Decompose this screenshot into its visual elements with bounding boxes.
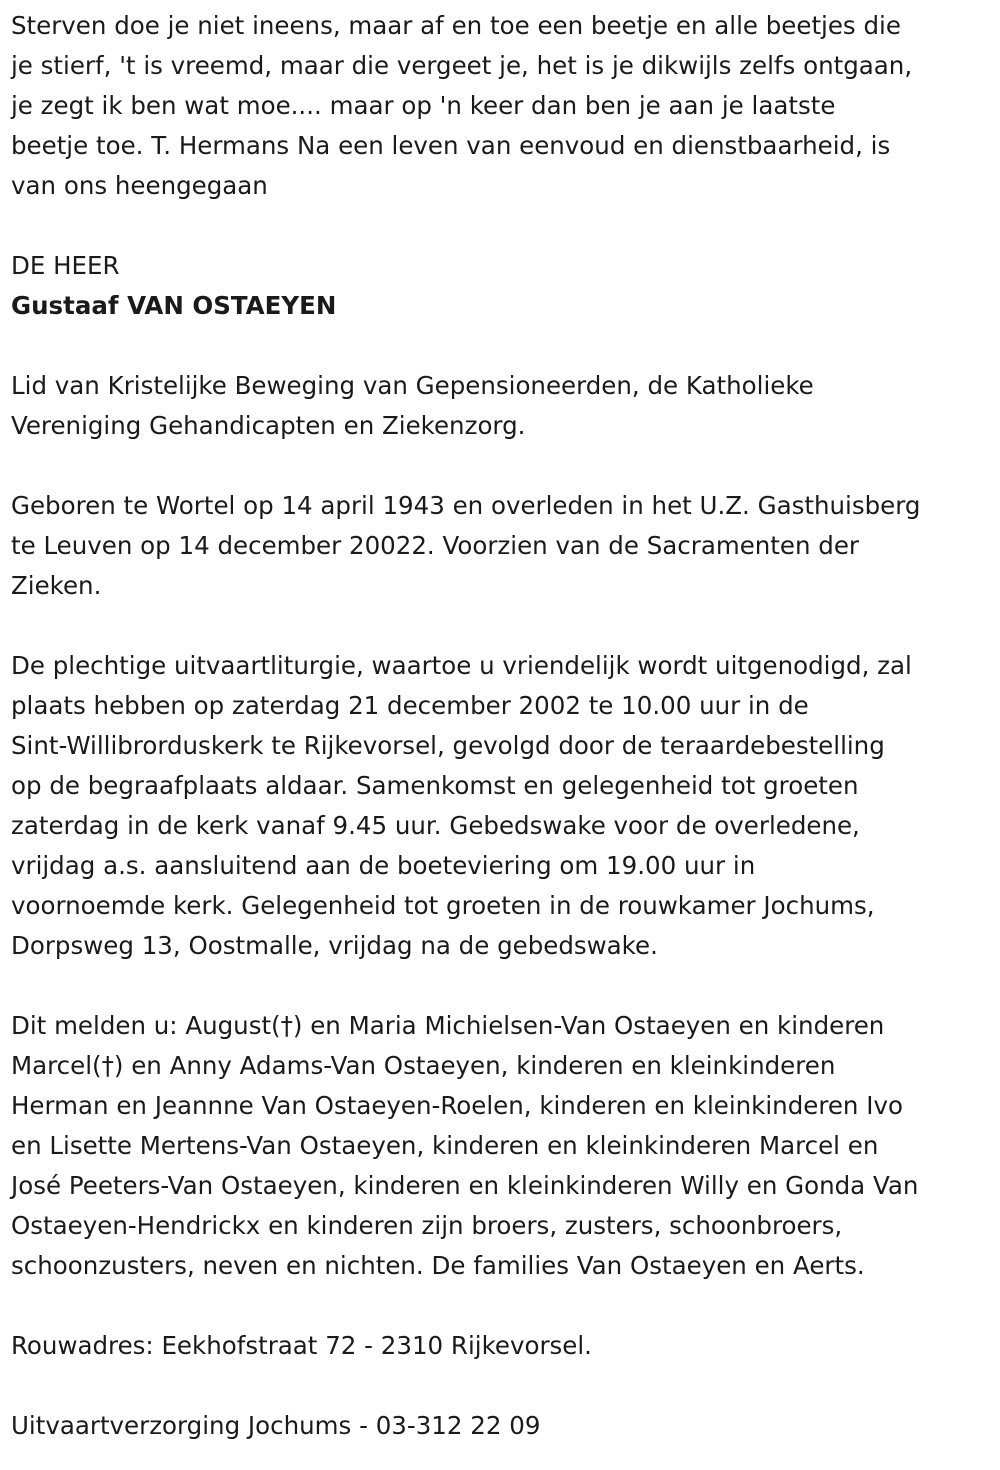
- intro-line: van ons heengegaan: [11, 171, 268, 200]
- birth-death-paragraph: [11, 486, 993, 606]
- family-line: Ostaeyen-Hendrickx en kinderen zijn broers, zusters, schoonbroers,: [11, 1211, 843, 1240]
- spacer: [11, 606, 993, 646]
- family-line: Marcel(†) en Anny Adams-Van Ostaeyen, kinderen en kleinkinderen: [11, 1051, 836, 1080]
- funeral-line: De plechtige uitvaartliturgie, waartoe u vriendelijk wordt uitgenodigd, zal: [11, 651, 912, 680]
- intro-line: Sterven doe je niet ineens, maar af en toe een beetje en alle beetjes die: [11, 11, 901, 40]
- mourning-address: Rouwadres: Eekhofstraat 72 - 2310 Rijkevorsel.: [11, 1331, 592, 1360]
- funeral-line: plaats hebben op zaterdag 21 december 2002 te 10.00 uur in de: [11, 691, 809, 720]
- intro-line: je stierf, 't is vreemd, maar die vergeet je, het is je dikwijls zelfs ontgaan,: [11, 51, 913, 80]
- funeral-line: Dorpsweg 13, Oostmalle, vrijdag na de gebedswake.: [11, 931, 658, 960]
- funeral-line: zaterdag in de kerk vanaf 9.45 uur. Gebedswake voor de overledene,: [11, 811, 860, 840]
- membership-paragraph: [11, 366, 993, 446]
- funeral-paragraph: [11, 646, 993, 966]
- membership-line: Vereniging Gehandicapten en Ziekenzorg.: [11, 411, 526, 440]
- family-paragraph: [11, 1006, 993, 1286]
- spacer: [11, 206, 993, 246]
- funeral-line: Sint-Willibrorduskerk te Rijkevorsel, gevolgd door de teraardebestelling: [11, 731, 885, 760]
- membership-line: Lid van Kristelijke Beweging van Gepensioneerden, de Katholieke: [11, 371, 814, 400]
- funeral-line: vrijdag a.s. aansluitend aan de boeteviering om 19.00 uur in: [11, 851, 756, 880]
- spacer: [11, 1286, 993, 1326]
- undertaker-contact: Uitvaartverzorging Jochums - 03-312 22 09: [11, 1411, 541, 1440]
- birth-death-line: Zieken.: [11, 571, 102, 600]
- funeral-line: op de begraafplaats aldaar. Samenkomst en gelegenheid tot groeten: [11, 771, 859, 800]
- spacer: [11, 1366, 993, 1406]
- family-line: José Peeters-Van Ostaeyen, kinderen en kleinkinderen Willy en Gonda Van: [11, 1171, 919, 1200]
- spacer: [11, 326, 993, 366]
- birth-death-line: te Leuven op 14 december 20022. Voorzien van de Sacramenten der: [11, 531, 859, 560]
- deceased-name: Gustaaf VAN OSTAEYEN: [11, 291, 337, 320]
- family-line: Herman en Jeannne Van Ostaeyen-Roelen, kinderen en kleinkinderen Ivo: [11, 1091, 903, 1120]
- birth-death-line: Geboren te Wortel op 14 april 1943 en overleden in het U.Z. Gasthuisberg: [11, 491, 921, 520]
- intro-paragraph: [11, 6, 993, 206]
- family-line: schoonzusters, neven en nichten. De families Van Ostaeyen en Aerts.: [11, 1251, 865, 1280]
- family-line: en Lisette Mertens-Van Ostaeyen, kinderen en kleinkinderen Marcel en: [11, 1131, 879, 1160]
- funeral-line: voornoemde kerk. Gelegenheid tot groeten in de rouwkamer Jochums,: [11, 891, 875, 920]
- intro-line: je zegt ik ben wat moe.... maar op 'n keer dan ben je aan je laatste: [11, 91, 836, 120]
- salutation: DE HEER: [11, 251, 120, 280]
- spacer: [11, 446, 993, 486]
- obituary-text: [11, 6, 993, 1446]
- intro-line: beetje toe. T. Hermans Na een leven van eenvoud en dienstbaarheid, is: [11, 131, 891, 160]
- spacer: [11, 966, 993, 1006]
- family-line: Dit melden u: August(†) en Maria Michielsen-Van Ostaeyen en kinderen: [11, 1011, 885, 1040]
